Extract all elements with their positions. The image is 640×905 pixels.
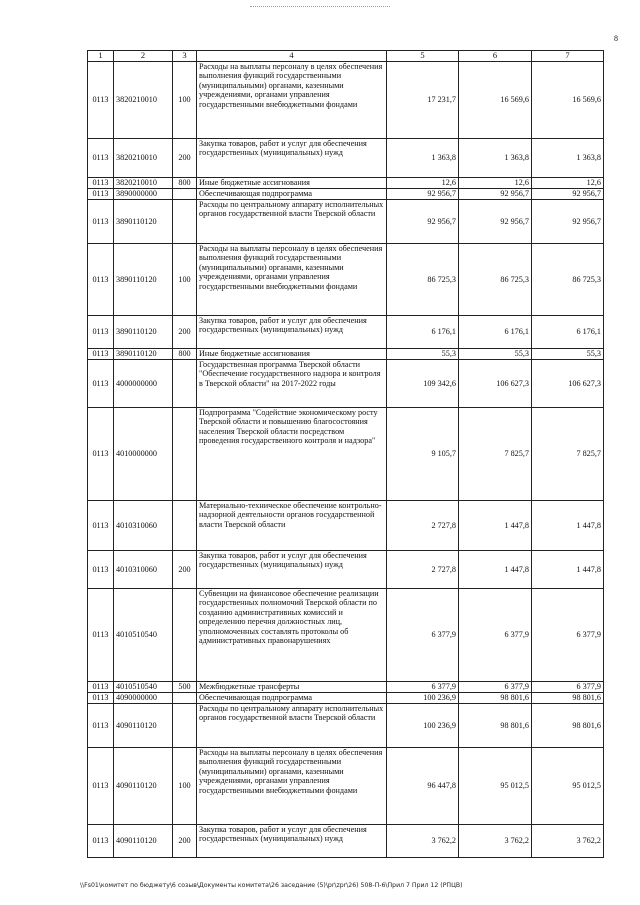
target-code-cell: 4010000000	[114, 408, 173, 501]
target-code-cell: 3890110120	[114, 349, 173, 360]
amount-col6-cell: 16 569,6	[459, 62, 532, 139]
header-cell: 7	[532, 51, 604, 62]
amount-col7-cell: 6 377,9	[532, 589, 604, 682]
amount-col6-cell: 12,6	[459, 178, 532, 189]
section-code-cell: 0113	[88, 501, 114, 551]
expense-type-code-cell: 200	[173, 825, 197, 858]
amount-col5-cell: 17 231,7	[387, 62, 459, 139]
header-row	[88, 51, 604, 62]
amount-col5-cell: 3 762,2	[387, 825, 459, 858]
table-row	[88, 189, 604, 200]
target-code-cell: 3820210010	[114, 178, 173, 189]
amount-col7-cell: 3 762,2	[532, 825, 604, 858]
amount-col5-cell: 6 377,9	[387, 589, 459, 682]
amount-col7-cell: 1 447,8	[532, 551, 604, 589]
amount-col5-cell: 2 727,8	[387, 551, 459, 589]
table-body	[88, 51, 604, 858]
amount-col7-cell: 95 012,5	[532, 748, 604, 825]
expense-type-code-cell	[173, 693, 197, 704]
target-code-cell: 3890000000	[114, 189, 173, 200]
table-row	[88, 693, 604, 704]
target-code-cell: 3820210010	[114, 139, 173, 178]
expense-type-code-cell: 100	[173, 62, 197, 139]
amount-col6-cell: 95 012,5	[459, 748, 532, 825]
amount-col7-cell: 16 569,6	[532, 62, 604, 139]
amount-col7-cell: 86 725,3	[532, 244, 604, 316]
table-row	[88, 360, 604, 408]
target-code-cell: 4000000000	[114, 360, 173, 408]
header-cell: 4	[197, 51, 387, 62]
amount-col7-cell: 6 176,1	[532, 316, 604, 349]
table-row	[88, 178, 604, 189]
table-row	[88, 748, 604, 825]
header-cell: 1	[88, 51, 114, 62]
section-code-cell: 0113	[88, 704, 114, 748]
section-code-cell: 0113	[88, 62, 114, 139]
amount-col5-cell: 100 236,9	[387, 693, 459, 704]
amount-col6-cell: 98 801,6	[459, 693, 532, 704]
amount-col7-cell: 92 956,7	[532, 200, 604, 244]
description-cell: Государственная программа Тверской области "Обеспечение государственного надзора и контроля в Тверской области" на 2017-2022 годы	[197, 360, 387, 408]
table-row	[88, 316, 604, 349]
amount-col5-cell: 96 447,8	[387, 748, 459, 825]
amount-col7-cell: 1 363,8	[532, 139, 604, 178]
expense-type-code-cell: 800	[173, 178, 197, 189]
expense-type-code-cell: 800	[173, 349, 197, 360]
target-code-cell: 4010510540	[114, 682, 173, 693]
page-number: 8	[614, 34, 618, 43]
section-code-cell: 0113	[88, 178, 114, 189]
description-cell: Расходы по центральному аппарату исполнительных органов государственной власти Тверской области	[197, 704, 387, 748]
amount-col5-cell: 1 363,8	[387, 139, 459, 178]
target-code-cell: 4010310060	[114, 501, 173, 551]
section-code-cell: 0113	[88, 360, 114, 408]
amount-col7-cell: 106 627,3	[532, 360, 604, 408]
amount-col6-cell: 1 447,8	[459, 501, 532, 551]
description-cell: Закупка товаров, работ и услуг для обеспечения государственных (муниципальных) нужд	[197, 316, 387, 349]
amount-col7-cell: 98 801,6	[532, 704, 604, 748]
amount-col6-cell: 3 762,2	[459, 825, 532, 858]
expense-type-code-cell: 100	[173, 748, 197, 825]
amount-col7-cell: 1 447,8	[532, 501, 604, 551]
scan-artifact	[250, 6, 390, 7]
table-row	[88, 551, 604, 589]
expense-type-code-cell	[173, 501, 197, 551]
section-code-cell: 0113	[88, 316, 114, 349]
amount-col5-cell: 109 342,6	[387, 360, 459, 408]
description-cell: Подпрограмма "Содействие экономическому росту Тверской области и повышению благосостояния населения Тверской области посредством проведения государственного контроля и надзора"	[197, 408, 387, 501]
section-code-cell: 0113	[88, 139, 114, 178]
target-code-cell: 3890110120	[114, 244, 173, 316]
table-row	[88, 825, 604, 858]
section-code-cell: 0113	[88, 748, 114, 825]
description-cell: Обеспечивающая подпрограмма	[197, 693, 387, 704]
section-code-cell: 0113	[88, 189, 114, 200]
expense-type-code-cell: 200	[173, 551, 197, 589]
amount-col5-cell: 92 956,7	[387, 189, 459, 200]
table-row	[88, 589, 604, 682]
expense-type-code-cell	[173, 408, 197, 501]
section-code-cell: 0113	[88, 682, 114, 693]
target-code-cell: 4010510540	[114, 589, 173, 682]
target-code-cell: 3890110120	[114, 316, 173, 349]
description-cell: Межбюджетные трансферты	[197, 682, 387, 693]
description-cell: Иные бюджетные ассигнования	[197, 349, 387, 360]
amount-col6-cell: 92 956,7	[459, 200, 532, 244]
target-code-cell: 4010310060	[114, 551, 173, 589]
description-cell: Обеспечивающая подпрограмма	[197, 189, 387, 200]
table-row	[88, 200, 604, 244]
description-cell: Закупка товаров, работ и услуг для обеспечения государственных (муниципальных) нужд	[197, 825, 387, 858]
amount-col5-cell: 55,3	[387, 349, 459, 360]
target-code-cell: 3820210010	[114, 62, 173, 139]
description-cell: Закупка товаров, работ и услуг для обеспечения государственных (муниципальных) нужд	[197, 551, 387, 589]
table-row	[88, 62, 604, 139]
amount-col7-cell: 98 801,6	[532, 693, 604, 704]
section-code-cell: 0113	[88, 200, 114, 244]
description-cell: Расходы по центральному аппарату исполнительных органов государственной власти Тверской области	[197, 200, 387, 244]
header-cell: 2	[114, 51, 173, 62]
section-code-cell: 0113	[88, 551, 114, 589]
expense-type-code-cell: 200	[173, 316, 197, 349]
description-cell: Расходы на выплаты персоналу в целях обеспечения выполнения функций государственными (муниципальными) органами, казенными учреждениями, органами управления государственными внебюджетными фондами	[197, 244, 387, 316]
table-row	[88, 408, 604, 501]
amount-col5-cell: 6 176,1	[387, 316, 459, 349]
expense-type-code-cell: 200	[173, 139, 197, 178]
table-row	[88, 139, 604, 178]
target-code-cell: 4090110120	[114, 748, 173, 825]
expense-type-code-cell	[173, 189, 197, 200]
expense-type-code-cell	[173, 360, 197, 408]
amount-col7-cell: 7 825,7	[532, 408, 604, 501]
target-code-cell: 4090110120	[114, 704, 173, 748]
table-row	[88, 682, 604, 693]
amount-col6-cell: 92 956,7	[459, 189, 532, 200]
expense-type-code-cell	[173, 200, 197, 244]
amount-col7-cell: 55,3	[532, 349, 604, 360]
amount-col6-cell: 55,3	[459, 349, 532, 360]
amount-col6-cell: 86 725,3	[459, 244, 532, 316]
expense-type-code-cell	[173, 589, 197, 682]
expense-type-code-cell: 100	[173, 244, 197, 316]
amount-col6-cell: 7 825,7	[459, 408, 532, 501]
expense-type-code-cell: 500	[173, 682, 197, 693]
header-cell: 3	[173, 51, 197, 62]
amount-col5-cell: 9 105,7	[387, 408, 459, 501]
header-cell: 5	[387, 51, 459, 62]
amount-col7-cell: 12,6	[532, 178, 604, 189]
expense-type-code-cell	[173, 704, 197, 748]
section-code-cell: 0113	[88, 825, 114, 858]
amount-col6-cell: 106 627,3	[459, 360, 532, 408]
amount-col6-cell: 6 176,1	[459, 316, 532, 349]
section-code-cell: 0113	[88, 349, 114, 360]
amount-col6-cell: 98 801,6	[459, 704, 532, 748]
table-row	[88, 244, 604, 316]
target-code-cell: 4090110120	[114, 825, 173, 858]
amount-col5-cell: 100 236,9	[387, 704, 459, 748]
description-cell: Субвенции на финансовое обеспечение реализации государственных полномочий Тверской области по созданию административных комиссий и определению перечня должностных лиц, уполномоченных составлять протоколы об административных правонарушениях	[197, 589, 387, 682]
target-code-cell: 4090000000	[114, 693, 173, 704]
amount-col7-cell: 6 377,9	[532, 682, 604, 693]
amount-col6-cell: 1 447,8	[459, 551, 532, 589]
amount-col5-cell: 92 956,7	[387, 200, 459, 244]
description-cell: Иные бюджетные ассигнования	[197, 178, 387, 189]
amount-col7-cell: 92 956,7	[532, 189, 604, 200]
amount-col5-cell: 86 725,3	[387, 244, 459, 316]
section-code-cell: 0113	[88, 589, 114, 682]
section-code-cell: 0113	[88, 693, 114, 704]
section-code-cell: 0113	[88, 408, 114, 501]
amount-col5-cell: 2 727,8	[387, 501, 459, 551]
target-code-cell: 3890110120	[114, 200, 173, 244]
amount-col6-cell: 6 377,9	[459, 589, 532, 682]
amount-col6-cell: 1 363,8	[459, 139, 532, 178]
amount-col5-cell: 12,6	[387, 178, 459, 189]
file-path-footer: \\Fs01\комитет по бюджету\6 созыв\Документы комитета\26 заседание (5)\pr\zpr\26) 508-П-6\Прил 7 Прил 12 (РПЦВ)	[80, 882, 463, 889]
description-cell: Материально-техническое обеспечение контрольно-надзорной деятельности органов государственной власти Тверской области	[197, 501, 387, 551]
table-row	[88, 704, 604, 748]
header-cell: 6	[459, 51, 532, 62]
section-code-cell: 0113	[88, 244, 114, 316]
description-cell: Закупка товаров, работ и услуг для обеспечения государственных (муниципальных) нужд	[197, 139, 387, 178]
description-cell: Расходы на выплаты персоналу в целях обеспечения выполнения функций государственными (муниципальными) органами, казенными учреждениями, органами управления государственными внебюджетными фондами	[197, 748, 387, 825]
budget-table	[87, 50, 604, 858]
amount-col5-cell: 6 377,9	[387, 682, 459, 693]
table-row	[88, 501, 604, 551]
description-cell: Расходы на выплаты персоналу в целях обеспечения выполнения функций государственными (муниципальными) органами, казенными учреждениями, органами управления государственными внебюджетными фондами	[197, 62, 387, 139]
table-row	[88, 349, 604, 360]
amount-col6-cell: 6 377,9	[459, 682, 532, 693]
